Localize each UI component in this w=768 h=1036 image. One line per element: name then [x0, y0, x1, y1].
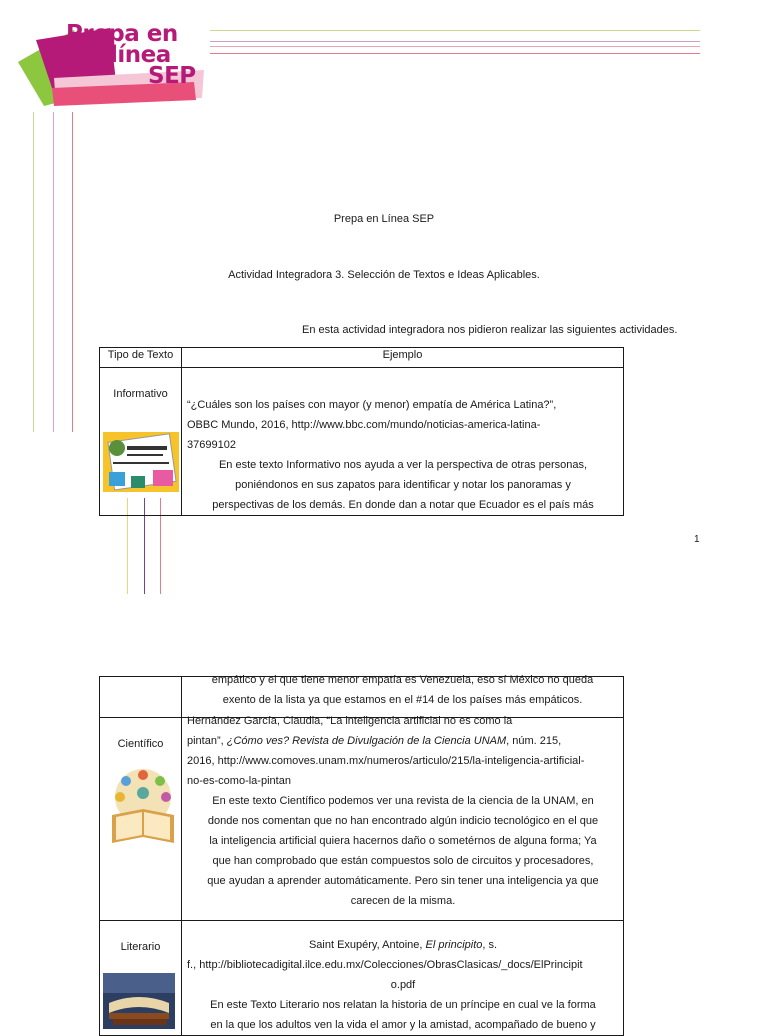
ref-line: , núm. 215,: [506, 735, 562, 747]
logo-line2: línea: [110, 42, 171, 68]
column-header-example: [182, 348, 624, 368]
desc-line: En este texto Informativo nos ayuda a ver la perspectiva de otras personas,: [218, 459, 588, 471]
logo-line3: SEP: [148, 63, 196, 89]
desc-line: En este Texto Literario nos relatan la historia de un príncipe en cual ve la forma: [210, 999, 596, 1011]
ref-line: Hernández García, Claudia, “La inteligencia artificial no es como la: [187, 715, 513, 727]
table-row-example: [182, 670, 624, 711]
table-row-type: [100, 718, 182, 921]
desc-line: que ayudan a aprender automáticamente. Pero sin tener una inteligencia ya que: [207, 875, 599, 887]
column-header-type-label: Tipo de Texto: [107, 349, 174, 361]
open-book-icon: [108, 767, 178, 847]
desc-line: exento de la lista ya que estamos en el #14 de los países más empáticos.: [222, 694, 583, 706]
table-row-type: [100, 921, 182, 1036]
ref-line: Saint Exupéry, Antoine,: [308, 939, 426, 951]
table-row-example: [182, 368, 624, 516]
newspaper-icon: [103, 432, 179, 492]
page-title: Prepa en Línea SEP: [333, 213, 435, 225]
ref-line: 37699102: [187, 439, 236, 451]
ref-line: OBBC Mundo, 2016, http://www.bbc.com/mundo/noticias-america-latina-: [187, 419, 541, 431]
desc-line: donde nos comentan que no han encontrado algún indicio tecnológico en el que: [207, 815, 599, 827]
text-types-table: [99, 347, 624, 516]
divider-line: [210, 30, 700, 31]
desc-line: que han comprobado que están compuestos solo de circuitos y procesadores,: [212, 855, 594, 867]
table-row-type: [100, 677, 182, 718]
ref-line: , s.: [482, 939, 498, 951]
ref-line: “¿Cuáles son los países con mayor (y menor) empatía de América Latina?”,: [187, 399, 557, 411]
row-type-informativo: Informativo: [113, 388, 168, 400]
ref-line: no-es-como-la-pintan: [187, 775, 291, 787]
table-row-example: [182, 921, 624, 1036]
desc-line: carecen de la misma.: [350, 895, 456, 907]
column-header-example-label: Ejemplo: [382, 349, 423, 361]
table-row-example: [182, 715, 624, 921]
ref-line: pintan”,: [187, 735, 227, 747]
logo-line1: Prepa en: [66, 21, 178, 47]
desc-line: empático y el que tiene menor empatía es Venezuela, eso sí México no queda: [211, 674, 594, 686]
desc-line: en la que los adultos ven la vida el amor y la amistad, acompañado de bueno y: [210, 1019, 596, 1031]
column-header-type: [100, 348, 182, 368]
intro-paragraph: En esta actividad integradora nos pidieron realizar las siguientes actividades.: [302, 324, 678, 336]
divider-line: [210, 53, 700, 54]
page-number: 1: [694, 534, 700, 545]
desc-line: En este texto Científico podemos ver una revista de la ciencia de la UNAM, en: [212, 795, 594, 807]
book-title: El principito: [425, 939, 483, 951]
table-row-type: [100, 368, 182, 516]
desc-line: la inteligencia artificial quiera hacernos daño o sometérnos de alguna forma; Ya: [209, 835, 597, 847]
activity-title: Actividad Integradora 3. Selección de Textos e Ideas Aplicables.: [228, 269, 540, 281]
journal-title: ¿Cómo ves? Revista de Divulgación de la Ciencia UNAM: [226, 735, 507, 747]
desc-line: poniéndonos en sus zapatos para identificar y notar los panoramas y: [235, 479, 571, 491]
ref-line: 2016, http://www.comoves.unam.mx/numeros/articulo/215/la-inteligencia-artificial-: [187, 755, 585, 767]
desc-line: perspectivas de los demás. En donde dan a notar que Ecuador es el país más: [212, 499, 594, 511]
row-type-cientifico: Científico: [117, 738, 164, 750]
prepa-en-linea-logo: [14, 22, 214, 108]
divider-line: [210, 41, 700, 42]
ref-line: f., http://bibliotecadigital.ilce.edu.mx/Colecciones/ObrasClasicas/_docs/ElPrincipit: [187, 959, 583, 971]
books-photo-icon: [103, 973, 175, 1029]
logo-text: [66, 21, 196, 89]
row-type-literario: Literario: [120, 941, 161, 953]
ref-line: o.pdf: [390, 979, 416, 991]
text-types-table-continued: [99, 676, 624, 1036]
divider-line: [210, 46, 700, 47]
